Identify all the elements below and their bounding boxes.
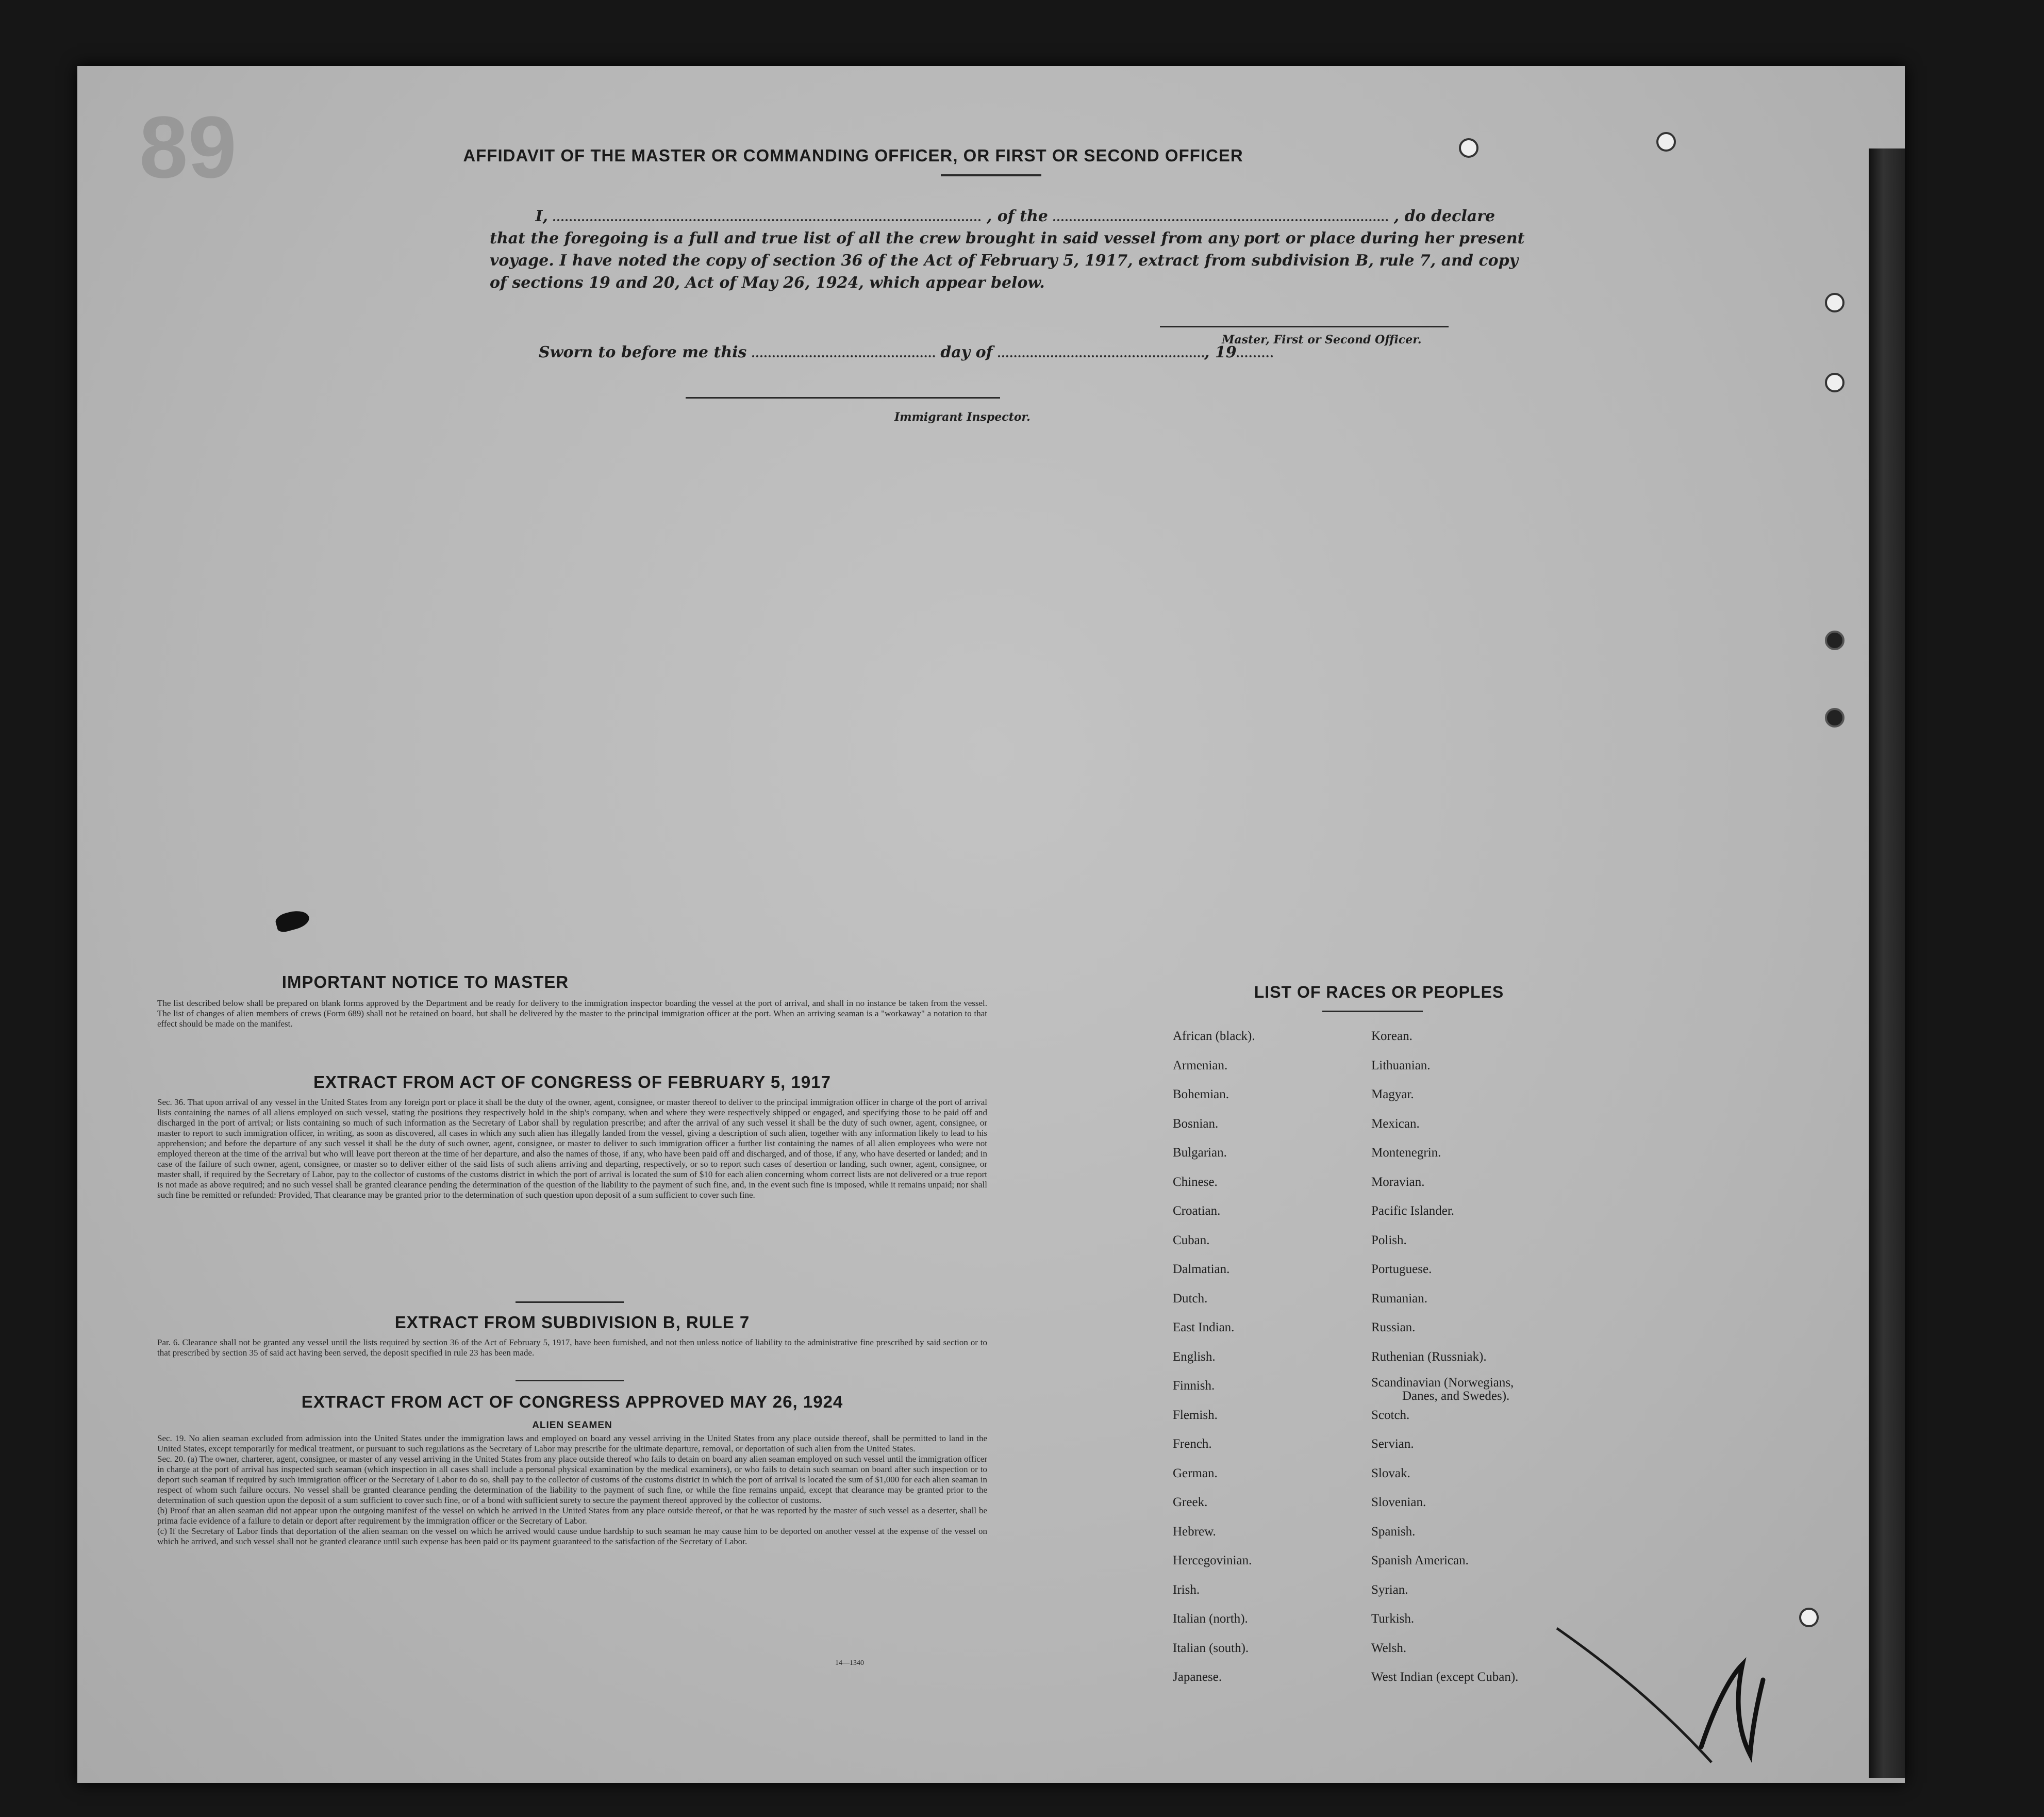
year-prefix: , 19 [1204, 343, 1237, 361]
section-20c-text: (c) If the Secretary of Labor finds that deportation of the alien seaman on the vessel on which he arrived would cause undue hardship to such seaman he may cause him to be deported on another vessel at the expense of the vessel on which he arrived, and such vessel shall not be granted clearance until such expense has been paid or its payment guaranteed to the satisfaction of the Secretary of Labor. [157, 1526, 987, 1546]
form-number: 14—1340 [835, 1659, 864, 1667]
ink-blot [274, 907, 311, 934]
extract-1924-sections [157, 1433, 987, 1547]
officer-name-field[interactable] [553, 219, 981, 221]
extract-1924-title: EXTRACT FROM ACT OF CONGRESS APPROVED MAY 26, 1924 [301, 1392, 843, 1411]
race-item: Spanish. [1371, 1524, 1416, 1539]
race-item: Slovak. [1371, 1466, 1410, 1480]
declaration-of-the: , of the [986, 207, 1048, 225]
race-item: Greek. [1173, 1495, 1208, 1509]
sworn-day-field[interactable] [752, 355, 935, 357]
handwritten-check-mark [1547, 1546, 1794, 1783]
race-item: Scandinavian (Norwegians, [1371, 1376, 1514, 1390]
race-item: Dalmatian. [1173, 1262, 1230, 1276]
race-item: Russian. [1371, 1320, 1416, 1334]
race-item: English. [1173, 1349, 1216, 1364]
page-shadow-edge [1869, 148, 1905, 1778]
notice-text: The list described below shall be prepared on blank forms approved by the Department and be ready for delivery to the immigration inspector boarding the vessel at the port of arrival, and shall in no instance be taken from the vessel. The list of changes of alien members of crews (Form 689) shall not be retained on board, but shall be delivered by the master to the principal immigration officer at the port. When an arriving seaman is a "workaway" a notation to that effect should be made on the manifest. [157, 998, 987, 1029]
master-signature-label: Master, First or Second Officer. [1222, 333, 1422, 346]
race-item: Irish. [1173, 1582, 1200, 1597]
races-title-rule [1322, 1011, 1423, 1012]
race-item: Bosnian. [1173, 1116, 1219, 1131]
title-rule [941, 174, 1041, 176]
race-item: Pacific Islander. [1371, 1204, 1455, 1218]
inspector-signature-line[interactable] [686, 397, 1000, 399]
master-signature-line[interactable] [1160, 326, 1449, 327]
races-left-column [1173, 1029, 1338, 1772]
race-item: Croatian. [1173, 1204, 1221, 1218]
sworn-month-field[interactable] [998, 355, 1204, 357]
declaration-line-4: of sections 19 and 20, Act of May 26, 1924, which appear below. [490, 274, 1045, 292]
section-19-text: Sec. 19. No alien seaman excluded from admission into the United States under the immigration laws and employed on board any vessel arriving in the United States from any place outside thereof, shall be permitted to land in the United States, except temporarily for medical treatment, or pursuant to such regulations as the Secretary of Labor may prescribe for the ultimate departure, removal, or deportation of such alien from the United States. [157, 1433, 987, 1453]
race-item: Magyar. [1371, 1087, 1414, 1101]
race-item: Korean. [1371, 1029, 1412, 1043]
sworn-line [539, 343, 1273, 361]
extract-1917-text: Sec. 36. That upon arrival of any vessel in the United States from any foreign port or place it shall be the duty of the owner, agent, consignee, or master thereof to deliver to the principal immigration officer in charge of the port of arrival lists containing the names of all aliens employed on such vessel, stating the positions they respectively hold in the ship's company, when and where they were respectively shipped or engaged, and specifying those to be paid off and discharged in the port of arrival; or lists containing so much of such information as the Secretary of Labor shall by regulation prescribe; and after the arrival of any such vessel it shall be the duty of such owner, agent, consignee, or master to report to such immigration officer, in writing, as soon as discovered, all cases in which any such alien has illegally landed from the vessel, giving a description of such alien, together with any information likely to lead to his apprehension; and before the departure of any such vessel it shall be the duty of such owner, agent, consignee, or master to deliver to such immigration officer a further list containing the names of all alien employees who were not employed thereon at the time of the arrival but who will leave port thereon at the time of her departure, and also the names of those, if any, who have been paid off and discharged, and of those, if any, who have deserted or landed; and in case of the failure of such owner, agent, consignee, or master so to deliver either of the said lists of such aliens arriving and departing, respectively, or so to report such cases of desertion or landing, such owner, agent, consignee, or master shall, if required by the Secretary of Labor, pay to the collector of customs of the customs district in which the port of arrival is located the sum of $10 for each alien concerning whom correct lists are not delivered or a true report is not made as above required; and no such vessel shall be granted clearance pending the determination of the question of the liability to the payment of such fine, and, in the event such fine is imposed, while it remains unpaid; nor shall such fine be remitted or refunded: Provided, That clearance may be granted prior to the determination of such question upon deposit of a sum sufficient to cover such fine. [157, 1097, 987, 1200]
race-item: Lithuanian. [1371, 1058, 1431, 1072]
vessel-name-field[interactable] [1053, 219, 1388, 221]
punch-hole [1656, 132, 1676, 152]
race-item: Bulgarian. [1173, 1146, 1227, 1160]
race-item: Italian (south). [1173, 1641, 1249, 1655]
bleed-through-mark: 89 [139, 98, 237, 196]
notice-title: IMPORTANT NOTICE TO MASTER [281, 972, 569, 992]
race-item: Portuguese. [1371, 1262, 1432, 1276]
punch-hole [1799, 1608, 1819, 1627]
race-item: German. [1173, 1466, 1218, 1480]
declaration-declare: , do declare [1393, 207, 1495, 225]
race-item: Servian. [1371, 1437, 1414, 1451]
race-item: Montenegrin. [1371, 1146, 1441, 1160]
declaration-i: I, [535, 207, 548, 225]
race-item: Spanish American. [1371, 1554, 1469, 1567]
declaration-line-2: that the foregoing is a full and true list of all the crew brought in said vessel from any port or place during her present [490, 229, 1525, 247]
extract-rule7-text: Par. 6. Clearance shall not be granted any vessel until the lists required by section 36 of the Act of February 5, 1917, have been furnished, and not then unless notice of liability to the administrative fine prescribed by said section or to that prescribed by section 35 of said act having been served, the deposit specified in rule 23 has been made. [157, 1337, 987, 1358]
race-item: Chinese. [1173, 1175, 1218, 1189]
race-item: West Indian (except Cuban). [1371, 1670, 1519, 1684]
race-item: Hercegovinian. [1173, 1554, 1252, 1567]
section-rule [516, 1380, 624, 1381]
sworn-prefix: Sworn to before me this [539, 343, 747, 361]
punch-hole [1825, 293, 1844, 312]
section-rule [516, 1301, 624, 1303]
sworn-year-field[interactable] [1237, 355, 1273, 357]
race-item: Welsh. [1371, 1641, 1407, 1655]
race-item: Bohemian. [1173, 1087, 1229, 1101]
race-item: Hebrew. [1173, 1524, 1216, 1539]
document-page [77, 66, 1905, 1783]
section-20b-text: (b) Proof that an alien seaman did not appear upon the outgoing manifest of the vessel on which he arrived in the United States from any place outside thereof, or that he was reported by the master of such vessel as a deserter, shall be prima facie evidence of a failure to detain or deport after requirement by the immigration officer or the Secretary of Labor. [157, 1506, 987, 1526]
race-item: Danes, and Swedes). [1402, 1389, 1510, 1403]
race-item: Syrian. [1371, 1582, 1408, 1597]
race-item: Flemish. [1173, 1408, 1218, 1422]
race-item: Japanese. [1173, 1670, 1222, 1684]
races-title: LIST OF RACES OR PEOPLES [1254, 983, 1504, 1001]
race-item: Cuban. [1173, 1233, 1210, 1247]
race-item: Ruthenian (Russniak). [1371, 1349, 1487, 1364]
race-item: Dutch. [1173, 1291, 1208, 1306]
race-item: Slovenian. [1371, 1495, 1426, 1509]
race-item: East Indian. [1173, 1320, 1235, 1334]
inspector-signature-label: Immigrant Inspector. [894, 410, 1031, 424]
section-20a-text: Sec. 20. (a) The owner, charterer, agent, consignee, or master of any vessel arriving in the United States from any place outside thereof who fails to detain on board any alien seaman employed on such vessel until the immigration officer in charge at the port of arrival has inspected such seaman (which inspection in all cases shall include a personal physical examination by the medical examiners), or who fails to detain such seaman on board after such inspection or to deport such seaman if required by such immigration officer or the Secretary of Labor to do so, shall pay to the collector of customs of the customs district in which the port of arrival is located the sum of $1,000 for each alien seaman in respect of whom such failure occurs. No vessel shall be granted clearance pending the determination of the liability to the payment of such fine, or while the fine remains unpaid, except that clearance may be granted prior to the determination of such question upon the deposit of a sum sufficient to cover such fine, or of a bond with sufficient surety to secure the payment thereof approved by the collector of customs. [157, 1454, 987, 1505]
race-item: Turkish. [1371, 1612, 1415, 1626]
race-item: Rumanian. [1371, 1291, 1428, 1306]
race-item: Scotch. [1371, 1408, 1410, 1422]
punch-hole [1825, 708, 1844, 728]
punch-hole [1825, 631, 1844, 650]
extract-1917-title: EXTRACT FROM ACT OF CONGRESS OF FEBRUARY 5, 1917 [313, 1072, 831, 1092]
affidavit-declaration [490, 205, 1552, 294]
race-item: French. [1173, 1437, 1212, 1451]
affidavit-title: AFFIDAVIT OF THE MASTER OR COMMANDING OFFICER, OR FIRST OR SECOND OFFICER [463, 146, 1243, 165]
race-item: Finnish. [1173, 1379, 1215, 1393]
extract-rule7-title: EXTRACT FROM SUBDIVISION B, RULE 7 [394, 1313, 750, 1332]
race-item: Armenian. [1173, 1058, 1228, 1072]
day-of-label: day of [940, 343, 993, 361]
punch-hole [1825, 373, 1844, 392]
declaration-line-3: voyage. I have noted the copy of section 36 of the Act of February 5, 1917, extract from subdivision B, rule 7, and copy [490, 252, 1519, 270]
race-item: Italian (north). [1173, 1612, 1248, 1626]
race-item: Polish. [1371, 1233, 1407, 1247]
alien-seamen-subtitle: ALIEN SEAMEN [532, 1420, 612, 1431]
race-item: Mexican. [1371, 1116, 1420, 1131]
race-item: African (black). [1173, 1029, 1255, 1043]
race-item: Moravian. [1371, 1175, 1425, 1189]
